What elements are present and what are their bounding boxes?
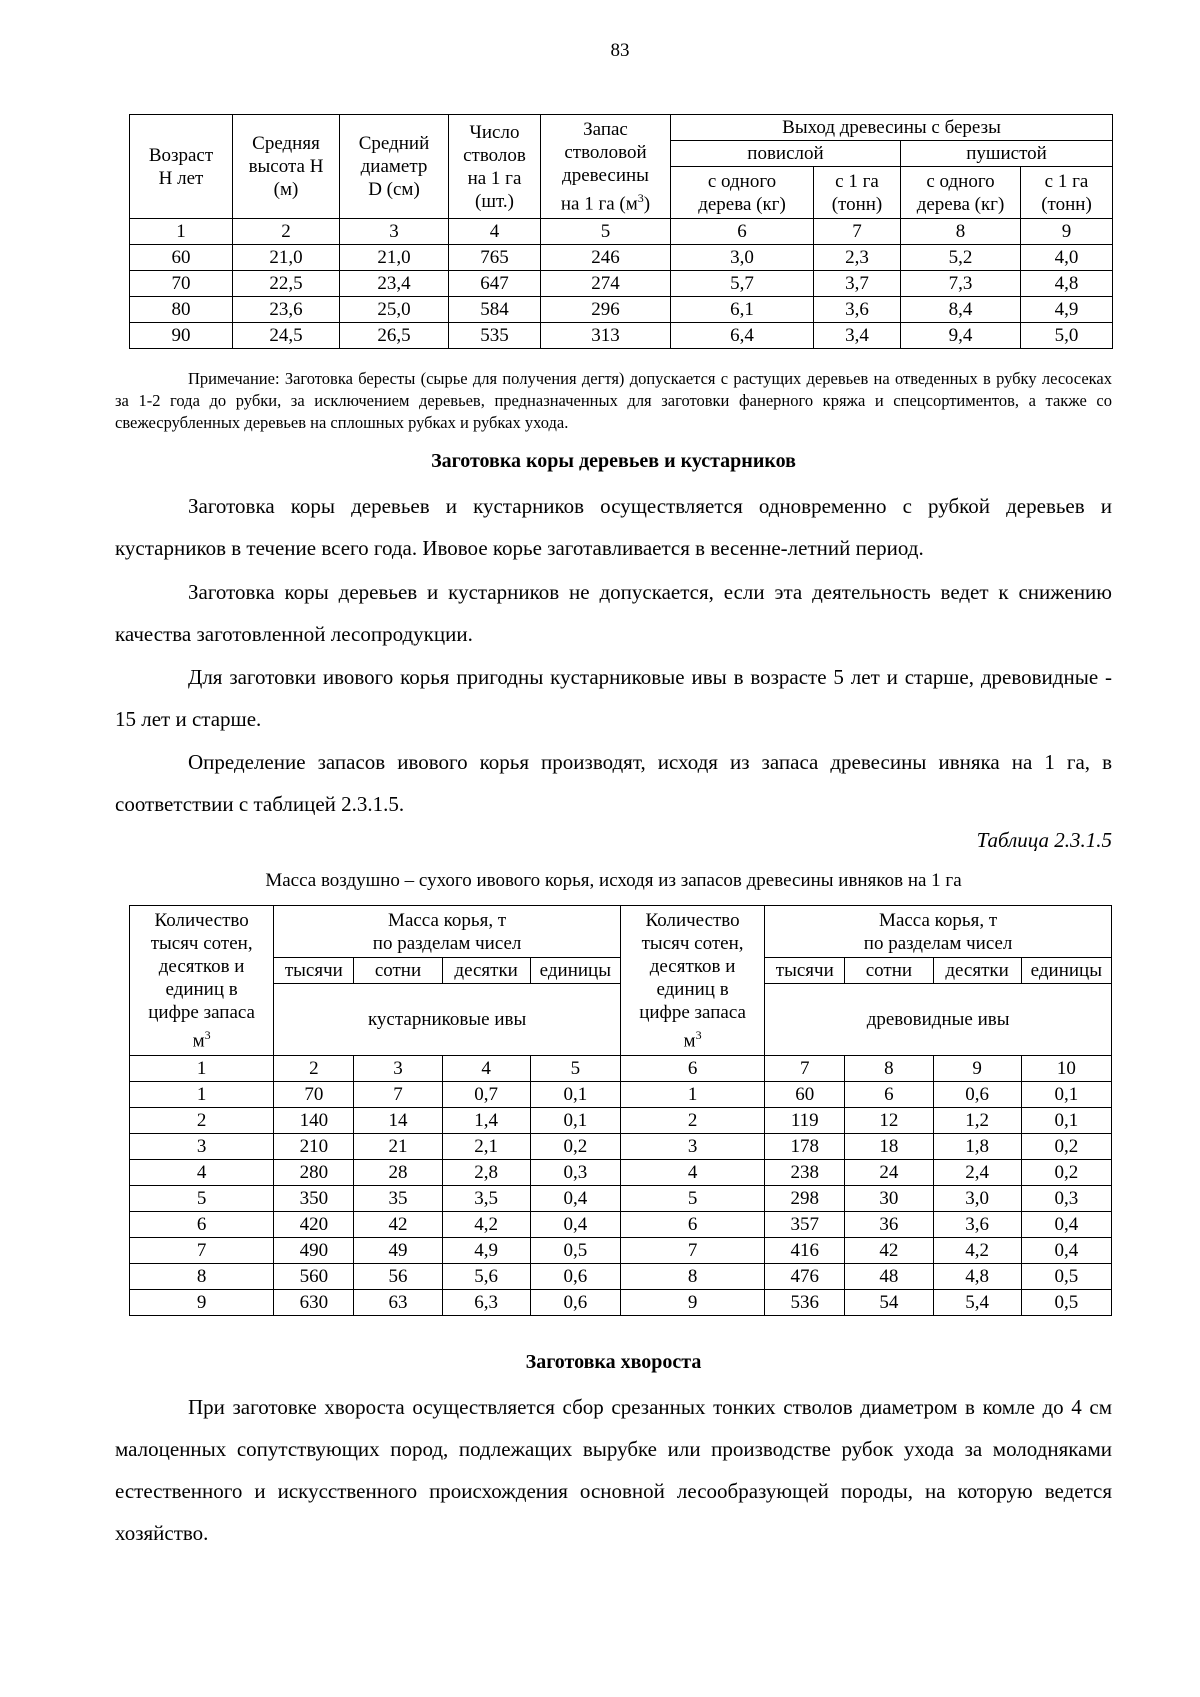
header-age: Возраст Н лет [130,115,233,219]
header-unit: м [683,1030,696,1052]
table-cell: 8,4 [901,297,1021,323]
column-number: 8 [901,219,1021,245]
section-heading-brushwood: Заготовка хвороста [525,1351,702,1373]
table-cell: 5 [130,1186,274,1212]
table-cell: 8 [620,1264,764,1290]
table-cell: 9 [130,1290,274,1316]
table-cell: 2 [620,1108,764,1134]
table-cell: 0,1 [1021,1108,1111,1134]
table-cell: 560 [274,1264,354,1290]
table-cell: 0,7 [442,1082,530,1108]
table-cell: 4,0 [1021,245,1113,271]
table-cell: 6,3 [442,1290,530,1316]
table-cell: 56 [354,1264,442,1290]
table-cell: 357 [765,1212,845,1238]
paragraph: Для заготовки ивового корья пригодны кустарниковые ивы в возрасте 5 лет и старше, древовидные - 15 лет и старше. [115,665,1112,731]
table-cell: 4,9 [1021,297,1113,323]
column-number: 2 [233,219,340,245]
table-cell: 3,0 [671,245,814,271]
table-cell: 7 [620,1238,764,1264]
table-cell: 119 [765,1108,845,1134]
column-number: 6 [620,1056,764,1082]
table-cell: 274 [541,271,671,297]
header-unit-sup: 3 [695,1027,702,1042]
header-units: единицы [530,958,620,984]
table-cell: 5,2 [901,245,1021,271]
page-number: 83 [610,40,630,61]
willow-bark-table [129,905,1112,1316]
table-row [130,1290,1112,1316]
table-cell: 21,0 [340,245,449,271]
column-number: 5 [530,1056,620,1082]
table-note: Примечание: Заготовка бересты (сырье для получения дегтя) допускается с растущих деревьев на отведенных в рубку лесосеках за 1-2 года до рубки, за исключением деревьев, предназначенных для заготовки фанерного кряжа и спецсортиментов, а также со свежесрубленных деревьев на сплошных рубках и рубках ухода. [115,369,1112,432]
table-cell: 4,8 [1021,271,1113,297]
table-cell: 416 [765,1238,845,1264]
table-cell: 280 [274,1160,354,1186]
header-pendula: повислой [671,141,901,167]
header-stock [541,115,671,219]
table-cell: 1 [130,1082,274,1108]
table-cell: 0,3 [1021,1186,1111,1212]
column-number: 2 [274,1056,354,1082]
header-stock-sup: 3 [637,190,644,205]
table-cell: 0,3 [530,1160,620,1186]
table-cell: 48 [845,1264,933,1290]
table-cell: 7,3 [901,271,1021,297]
table-cell: 0,2 [1021,1134,1111,1160]
table-cell: 54 [845,1290,933,1316]
column-number: 7 [814,219,901,245]
table-cell: 60 [130,245,233,271]
table-cell: 313 [541,323,671,349]
table-cell: 3,6 [933,1212,1021,1238]
table-cell: 4,2 [933,1238,1021,1264]
table-cell: 0,6 [933,1082,1021,1108]
column-number: 1 [130,1056,274,1082]
table-cell: 0,4 [1021,1238,1111,1264]
table-cell: 0,2 [1021,1160,1111,1186]
header-quantity-text: Количество тысяч сотен, десятков и единиц в цифре запаса [148,909,255,1023]
table-cell: 0,1 [530,1108,620,1134]
paragraph: Определение запасов ивового корья производят, исходя из запаса древесины ивняка на 1 га, в соответствии с таблицей 2.3.1.5. [115,750,1112,816]
table-cell: 12 [845,1108,933,1134]
table-cell: 22,5 [233,271,340,297]
column-number-row [130,219,1113,245]
table-cell: 298 [765,1186,845,1212]
table-cell: 0,5 [1021,1264,1111,1290]
paragraph: При заготовке хвороста осуществляется сбор срезанных тонких стволов диаметром в комле до 4 см малоценных сопутствующих пород, подлежащих вырубке или производстве рубок ухода за молодняками естественного и искусственного происхождения основной лесообразующей породы, на которую ведется хозяйство. [115,1395,1112,1545]
table-cell: 0,4 [530,1186,620,1212]
header-stock-close: ) [643,193,651,215]
column-number: 9 [933,1056,1021,1082]
column-number: 1 [130,219,233,245]
header-thousands: тысячи [274,958,354,984]
table-cell: 3,5 [442,1186,530,1212]
header-tens: десятки [442,958,530,984]
table-cell: 2,4 [933,1160,1021,1186]
header-hundreds: сотни [845,958,933,984]
table-cell: 5,7 [671,271,814,297]
header-pendula-per-tree: с одного дерева (кг) [671,167,814,219]
table-cell: 23,4 [340,271,449,297]
table-cell: 3,4 [814,323,901,349]
table-row [130,323,1113,349]
table-cell: 4 [130,1160,274,1186]
table-row [130,1212,1112,1238]
table-cell: 2 [130,1108,274,1134]
table-cell: 9,4 [901,323,1021,349]
table-cell: 63 [354,1290,442,1316]
table-cell: 9 [620,1290,764,1316]
header-mass-right: Масса корья, т по разделам чисел [765,906,1112,958]
header-height: Средняя высота Н (м) [233,115,340,219]
table-cell: 0,2 [530,1134,620,1160]
table-cell: 0,4 [1021,1212,1111,1238]
table-cell: 4 [620,1160,764,1186]
header-shrub-willows: кустарниковые ивы [274,984,621,1056]
header-unit-sup: 3 [204,1027,211,1042]
table-cell: 178 [765,1134,845,1160]
table-cell: 7 [130,1238,274,1264]
table-cell: 0,6 [530,1264,620,1290]
table-cell: 25,0 [340,297,449,323]
table-cell: 0,4 [530,1212,620,1238]
column-number: 4 [442,1056,530,1082]
table-cell: 4,8 [933,1264,1021,1290]
header-stock-text: Запас стволовой древесины [562,118,649,186]
table-cell: 0,5 [530,1238,620,1264]
table-cell: 14 [354,1108,442,1134]
header-quantity-text: Количество тысяч сотен, десятков и единиц в цифре запаса [639,909,746,1023]
table-cell: 4,2 [442,1212,530,1238]
table-row [130,1238,1112,1264]
table-cell: 2,3 [814,245,901,271]
column-number: 9 [1021,219,1113,245]
table-cell: 765 [449,245,541,271]
table-row [130,1160,1112,1186]
column-number-row [130,1056,1112,1082]
table-cell: 246 [541,245,671,271]
table-cell: 60 [765,1082,845,1108]
table-cell: 3,0 [933,1186,1021,1212]
table-cell: 0,5 [1021,1290,1111,1316]
header-mass-left: Масса корья, т по разделам чисел [274,906,621,958]
table-cell: 42 [354,1212,442,1238]
paragraph: Заготовка коры деревьев и кустарников осуществляется одновременно с рубкой деревьев и кустарников в течение всего года. Ивовое корье заготавливается в весенне-летний период. [115,494,1112,560]
table-cell: 238 [765,1160,845,1186]
table-cell: 0,1 [1021,1082,1111,1108]
table-cell: 2,8 [442,1160,530,1186]
table-cell: 210 [274,1134,354,1160]
table-cell: 2,1 [442,1134,530,1160]
table-cell: 42 [845,1238,933,1264]
table-cell: 70 [274,1082,354,1108]
table-cell: 21,0 [233,245,340,271]
table-row [130,245,1113,271]
table-cell: 70 [130,271,233,297]
table-cell: 6 [620,1212,764,1238]
header-quantity-right [620,906,764,1056]
header-pubescens-per-tree: с одного дерева (кг) [901,167,1021,219]
table-cell: 3,6 [814,297,901,323]
table-cell: 3 [130,1134,274,1160]
table-row [130,1082,1112,1108]
table-cell: 5,0 [1021,323,1113,349]
table-cell: 536 [765,1290,845,1316]
table-cell: 30 [845,1186,933,1212]
table-row [130,271,1113,297]
table-cell: 21 [354,1134,442,1160]
paragraph: Заготовка коры деревьев и кустарников не допускается, если эта деятельность ведет к снижению качества заготовленной лесопродукции. [115,580,1112,646]
table-cell: 26,5 [340,323,449,349]
table-cell: 5 [620,1186,764,1212]
table-cell: 23,6 [233,297,340,323]
table-cell: 18 [845,1134,933,1160]
section-heading-bark: Заготовка коры деревьев и кустарников [431,450,796,472]
table-cell: 350 [274,1186,354,1212]
header-units: единицы [1021,958,1111,984]
table-cell: 0,6 [530,1290,620,1316]
table-cell: 6,4 [671,323,814,349]
table-cell: 0,1 [530,1082,620,1108]
header-quantity-left [130,906,274,1056]
table-cell: 6 [130,1212,274,1238]
table-cell: 490 [274,1238,354,1264]
header-tens: десятки [933,958,1021,984]
table-cell: 584 [449,297,541,323]
table-cell: 36 [845,1212,933,1238]
column-number: 3 [354,1056,442,1082]
column-number: 6 [671,219,814,245]
table-cell: 476 [765,1264,845,1290]
header-pubescens: пушистой [901,141,1113,167]
table-cell: 90 [130,323,233,349]
table-cell: 3,7 [814,271,901,297]
table-cell: 140 [274,1108,354,1134]
table-cell: 1,4 [442,1108,530,1134]
header-hundreds: сотни [354,958,442,984]
table-cell: 7 [354,1082,442,1108]
table-cell: 630 [274,1290,354,1316]
table-cell: 28 [354,1160,442,1186]
column-number: 8 [845,1056,933,1082]
table-cell: 3 [620,1134,764,1160]
header-trunks: Число стволов на 1 га (шт.) [449,115,541,219]
table-cell: 1 [620,1082,764,1108]
header-yield: Выход древесины с березы [671,115,1113,141]
table-row [130,1186,1112,1212]
table-cell: 35 [354,1186,442,1212]
header-stock-per-ha: на 1 га (м [560,193,638,215]
table-cell: 1,2 [933,1108,1021,1134]
table-cell: 49 [354,1238,442,1264]
column-number: 5 [541,219,671,245]
table-cell: 420 [274,1212,354,1238]
birch-yield-table [129,114,1113,349]
column-number: 10 [1021,1056,1111,1082]
table-row [130,1264,1112,1290]
table-cell: 80 [130,297,233,323]
column-number: 7 [765,1056,845,1082]
table-cell: 5,4 [933,1290,1021,1316]
table-cell: 5,6 [442,1264,530,1290]
table-cell: 24,5 [233,323,340,349]
table-cell: 24 [845,1160,933,1186]
header-thousands: тысячи [765,958,845,984]
table-cell: 535 [449,323,541,349]
header-pubescens-per-ha: с 1 га (тонн) [1021,167,1113,219]
header-unit: м [192,1030,205,1052]
table-cell: 6,1 [671,297,814,323]
table-cell: 1,8 [933,1134,1021,1160]
table-row [130,1108,1112,1134]
table-cell: 4,9 [442,1238,530,1264]
header-pendula-per-ha: с 1 га (тонн) [814,167,901,219]
table-row [130,1134,1112,1160]
table-cell: 647 [449,271,541,297]
header-diameter: Средний диаметр D (см) [340,115,449,219]
column-number: 3 [340,219,449,245]
column-number: 4 [449,219,541,245]
table-row [130,297,1113,323]
table-title: Масса воздушно – сухого ивового корья, исходя из запасов древесины ивняков на 1 га [265,870,962,891]
table-cell: 6 [845,1082,933,1108]
header-tree-willows: древовидные ивы [765,984,1112,1056]
table-cell: 296 [541,297,671,323]
table-cell: 8 [130,1264,274,1290]
table-label: Таблица 2.3.1.5 [976,828,1112,852]
